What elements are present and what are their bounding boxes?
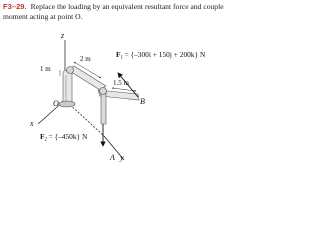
force-f1-name: F (116, 50, 121, 59)
force-f2-equation: = {–450k} N (48, 132, 88, 141)
problem-text: Replace the loading by an equivalent resultant force and couple moment acting at point O. (3, 2, 224, 21)
z-axis-label: z (61, 31, 65, 40)
dim-1-5m-label: 1.5 m (113, 79, 129, 87)
dim-1m-label: 1 m (40, 65, 51, 73)
force-f1-equation: = {–300i + 150j + 200k} N (124, 50, 206, 59)
point-a-label: A (110, 153, 115, 162)
point-b-label: B (140, 97, 145, 106)
force-f2-name: F (40, 132, 45, 141)
pipe-assembly (59, 66, 139, 124)
problem-number: F3–29. (3, 2, 27, 11)
dim-2m-label: 2 m (80, 55, 91, 63)
y-axis (65, 100, 124, 160)
force-f2-sub: 2 (44, 137, 48, 143)
x-axis-label: x (30, 119, 34, 128)
force-f1-label (116, 50, 206, 61)
y-axis-label: y (120, 153, 124, 162)
origin-label: O (53, 99, 59, 108)
force-f1-sub: 1 (120, 55, 124, 61)
force-f2-label (40, 132, 88, 143)
